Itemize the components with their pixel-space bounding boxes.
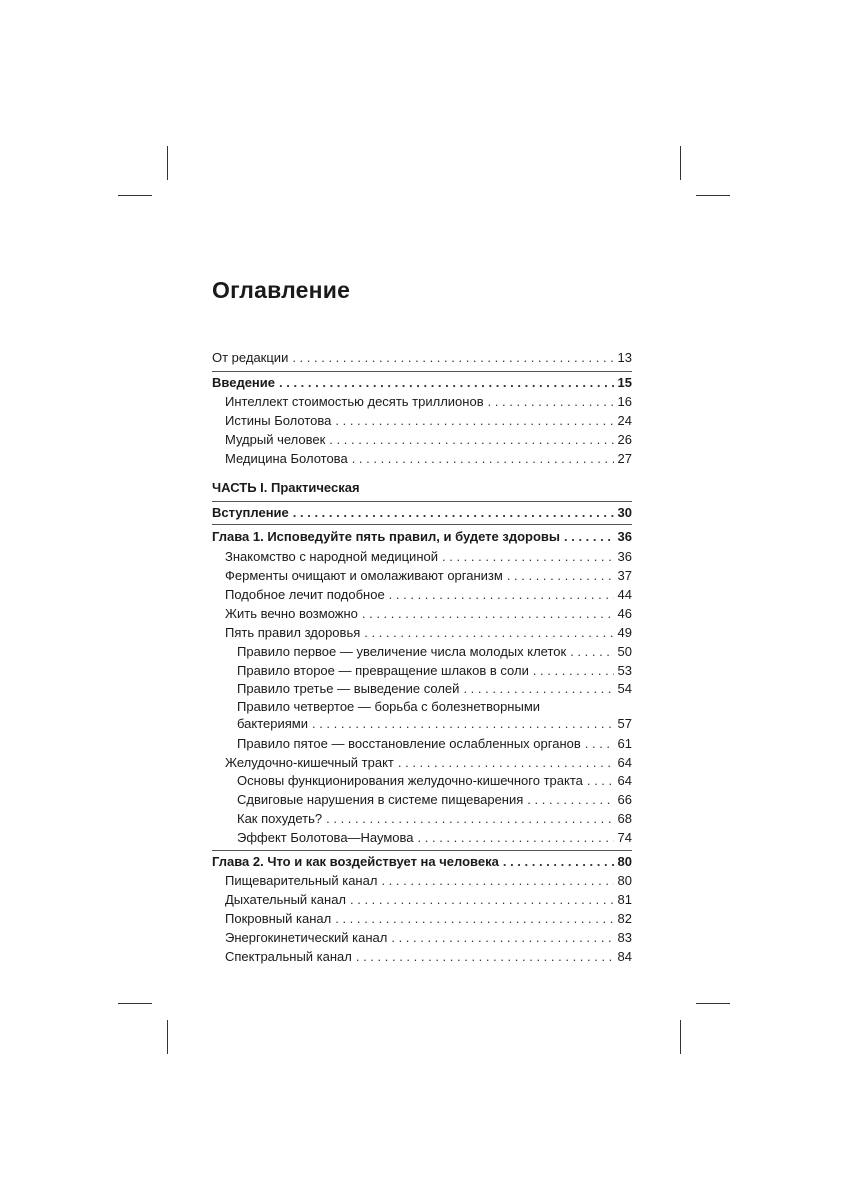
toc-entry-page: 64: [617, 773, 632, 788]
toc-entry[interactable]: [212, 527, 632, 546]
dot-leader: [292, 348, 614, 367]
dot-leader: [312, 714, 614, 733]
toc-entry-page: 26: [617, 432, 632, 447]
toc-entry-label: Пищеварительный канал: [225, 873, 378, 888]
toc-entry-page: 36: [617, 549, 632, 564]
toc-entry-label: Правило третье — выведение солей: [237, 681, 460, 696]
toc-entry[interactable]: [237, 734, 632, 753]
toc-entry-label: Интеллект стоимостью десять триллионов: [225, 394, 484, 409]
dot-leader: [389, 585, 614, 604]
crop-mark: [167, 146, 168, 180]
page-title: Оглавление: [212, 277, 351, 303]
dot-leader: [335, 411, 614, 430]
toc-entry-label: Дыхательный канал: [225, 892, 347, 907]
toc-entry[interactable]: [225, 430, 632, 449]
toc-entry-page: 81: [617, 892, 632, 907]
toc-entry[interactable]: [225, 449, 632, 468]
crop-mark: [118, 1003, 152, 1004]
toc-entry[interactable]: [237, 790, 632, 809]
dot-leader: [293, 503, 614, 522]
toc-entry-label: Правило пятое — восстановление ослабленных органов: [237, 736, 581, 751]
toc-entry-page: 50: [617, 644, 632, 659]
dot-leader: [527, 790, 614, 809]
toc-entry-page: 64: [617, 755, 632, 770]
toc-entry[interactable]: [212, 373, 632, 392]
crop-mark: [696, 1003, 730, 1004]
dot-leader: [503, 852, 614, 871]
toc-entry-page: 80: [617, 854, 632, 869]
toc-entry[interactable]: [225, 566, 632, 585]
toc-entry-page: 44: [617, 587, 632, 602]
toc-entry-label: бактериями: [237, 716, 308, 731]
dot-leader: [391, 928, 614, 947]
toc-entry[interactable]: [225, 547, 632, 566]
toc-entry-label: Сдвиговые нарушения в системе пищеварения: [237, 792, 524, 807]
part-heading: ЧАСТЬ I. Практическая: [212, 480, 360, 495]
toc-entry-page: 57: [617, 716, 632, 731]
toc-entry-label: Основы функционирования желудочно-кишечного тракта: [237, 773, 583, 788]
toc-entry-page: 84: [617, 949, 632, 964]
toc-entry-label: Эффект Болотова—Наумова: [237, 830, 414, 845]
toc-entry-label: Жить вечно возможно: [225, 606, 358, 621]
toc-entry-label: Вступление: [212, 505, 289, 520]
toc-entry-page: 16: [617, 394, 632, 409]
toc-entry-page: 54: [617, 681, 632, 696]
crop-mark: [118, 195, 152, 196]
dot-leader: [507, 566, 614, 585]
toc-entry[interactable]: [212, 852, 632, 871]
dot-leader: [356, 947, 614, 966]
toc-entry[interactable]: [237, 771, 632, 790]
toc-entry[interactable]: [225, 604, 632, 623]
dot-leader: [326, 809, 614, 828]
dot-leader: [488, 392, 614, 411]
toc-entry-page: 37: [617, 568, 632, 583]
crop-mark: [680, 1020, 681, 1054]
dot-leader: [587, 771, 614, 790]
toc-entry-page: 24: [617, 413, 632, 428]
dot-leader: [352, 449, 614, 468]
dot-leader: [564, 527, 614, 546]
toc-entry[interactable]: [225, 871, 632, 890]
toc-entry[interactable]: [237, 679, 632, 698]
toc-entry[interactable]: [237, 714, 632, 733]
dot-leader: [350, 890, 614, 909]
toc-entry[interactable]: [212, 348, 632, 367]
toc-entry[interactable]: [225, 928, 632, 947]
toc-entry-page: 53: [617, 663, 632, 678]
toc-entry-page: 74: [617, 830, 632, 845]
toc-entry-label: Энергокинетический канал: [225, 930, 388, 945]
toc-entry[interactable]: [237, 642, 632, 661]
dot-leader: [335, 909, 614, 928]
toc-entry-label: Правило четвертое — борьба с болезнетворными: [237, 699, 541, 714]
toc-entry[interactable]: [225, 392, 632, 411]
dot-leader: [442, 547, 614, 566]
toc-entry-label: Как похудеть?: [237, 811, 323, 826]
toc-entry[interactable]: [212, 503, 632, 522]
dot-leader: [585, 734, 614, 753]
toc-entry-label: Пять правил здоровья: [225, 625, 361, 640]
dot-leader: [463, 679, 614, 698]
toc-entry-label: Желудочно-кишечный тракт: [225, 755, 394, 770]
dot-leader: [279, 373, 614, 392]
toc-entry-page: 82: [617, 911, 632, 926]
toc-entry-label: Медицина Болотова: [225, 451, 348, 466]
toc-entry[interactable]: [237, 809, 632, 828]
toc-entry-page: 66: [617, 792, 632, 807]
toc-entry-page: 30: [617, 505, 632, 520]
toc-entry-page: 83: [617, 930, 632, 945]
toc-entry[interactable]: [225, 411, 632, 430]
table-of-contents: [212, 0, 632, 1200]
dot-leader: [381, 871, 614, 890]
dot-leader: [398, 753, 614, 772]
toc-entry-label: Знакомство с народной медициной: [225, 549, 438, 564]
dot-leader: [329, 430, 614, 449]
dot-leader: [570, 642, 614, 661]
toc-entry-page: 80: [617, 873, 632, 888]
toc-entry[interactable]: [225, 623, 632, 642]
toc-entry-page: 68: [617, 811, 632, 826]
crop-mark: [167, 1020, 168, 1054]
toc-entry-label: Мудрый человек: [225, 432, 326, 447]
dot-leader: [418, 828, 614, 847]
toc-entry-page: 15: [617, 375, 632, 390]
toc-entry-label: Покровный канал: [225, 911, 332, 926]
toc-entry[interactable]: [237, 828, 632, 847]
toc-entry-label: Правило второе — превращение шлаков в соли: [237, 663, 529, 678]
toc-entry[interactable]: [237, 661, 632, 680]
toc-entry-page: 27: [617, 451, 632, 466]
toc-entry[interactable]: [225, 753, 632, 772]
toc-entry[interactable]: [225, 890, 632, 909]
toc-entry[interactable]: [225, 585, 632, 604]
toc-entry-page: 13: [617, 350, 632, 365]
toc-entry-label: От редакции: [212, 350, 289, 365]
toc-entry[interactable]: [225, 909, 632, 928]
toc-entry-page: 36: [617, 529, 632, 544]
toc-entry-label: Введение: [212, 375, 275, 390]
toc-entry-label: Подобное лечит подобное: [225, 587, 385, 602]
toc-entry-label: Спектральный канал: [225, 949, 352, 964]
toc-entry-page: 49: [617, 625, 632, 640]
toc-entry[interactable]: [225, 947, 632, 966]
toc-entry-label: Истины Болотова: [225, 413, 332, 428]
dot-leader: [362, 604, 614, 623]
toc-entry-page: 46: [617, 606, 632, 621]
toc-entry-label: Ферменты очищают и омолаживают организм: [225, 568, 503, 583]
toc-entry-label: Глава 1. Исповедуйте пять правил, и будете здоровы: [212, 529, 560, 544]
toc-entry-page: 61: [617, 736, 632, 751]
toc-entry-label: Правило первое — увеличение числа молодых клеток: [237, 644, 567, 659]
crop-mark: [696, 195, 730, 196]
dot-leader: [533, 661, 614, 680]
dot-leader: [364, 623, 614, 642]
toc-entry-label: Глава 2. Что и как воздействует на человека: [212, 854, 499, 869]
crop-mark: [680, 146, 681, 180]
